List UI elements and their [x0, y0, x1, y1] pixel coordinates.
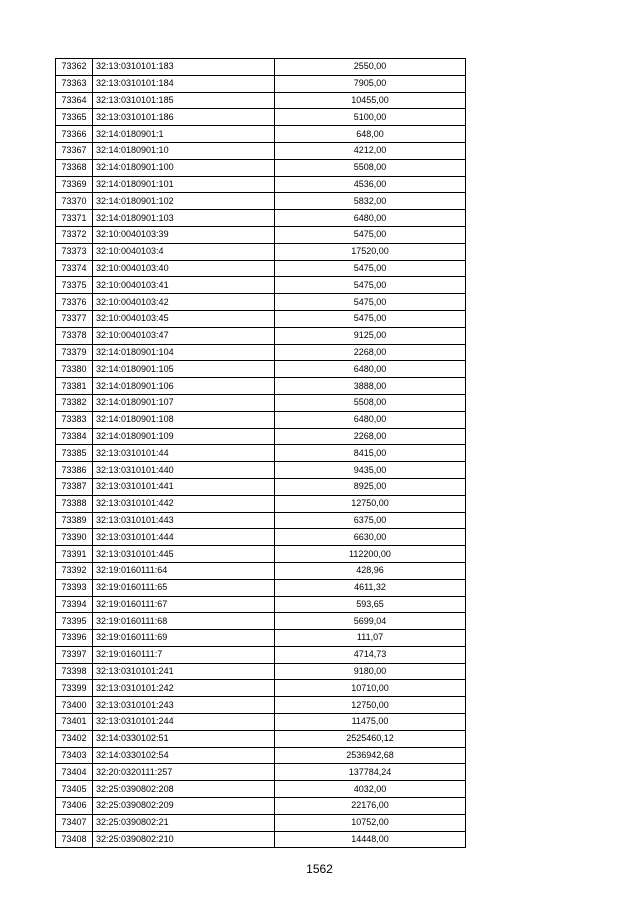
value-cell: 5475,00 [275, 226, 466, 243]
row-number-cell: 73392 [56, 562, 93, 579]
table-row [56, 344, 466, 361]
table-row [56, 462, 466, 479]
value-cell: 5699,04 [275, 613, 466, 630]
row-number-cell: 73386 [56, 462, 93, 479]
row-number-cell: 73390 [56, 529, 93, 546]
row-number-cell: 73401 [56, 714, 93, 731]
cadastral-number-cell: 32:25:0390802:21 [93, 814, 275, 831]
row-number-cell: 73379 [56, 344, 93, 361]
row-number-cell: 73395 [56, 613, 93, 630]
table-row [56, 680, 466, 697]
table-row [56, 327, 466, 344]
row-number-cell: 73365 [56, 109, 93, 126]
cadastral-number-cell: 32:14:0180901:108 [93, 411, 275, 428]
value-cell: 9435,00 [275, 462, 466, 479]
value-cell: 22176,00 [275, 798, 466, 815]
cadastral-number-cell: 32:13:0310101:441 [93, 478, 275, 495]
row-number-cell: 73373 [56, 243, 93, 260]
row-number-cell: 73391 [56, 546, 93, 563]
row-number-cell: 73362 [56, 59, 93, 76]
row-number-cell: 73397 [56, 646, 93, 663]
cadastral-number-cell: 32:19:0160111:64 [93, 562, 275, 579]
cadastral-number-cell: 32:19:0160111:68 [93, 613, 275, 630]
cadastral-number-cell: 32:10:0040103:41 [93, 277, 275, 294]
table-row [56, 142, 466, 159]
cadastral-value-table [55, 58, 466, 848]
row-number-cell: 73367 [56, 142, 93, 159]
cadastral-number-cell: 32:13:0310101:443 [93, 512, 275, 529]
table-row [56, 546, 466, 563]
table-row [56, 176, 466, 193]
row-number-cell: 73396 [56, 630, 93, 647]
row-number-cell: 73393 [56, 579, 93, 596]
table-row [56, 562, 466, 579]
table-row [56, 781, 466, 798]
value-cell: 11475,00 [275, 714, 466, 731]
cadastral-number-cell: 32:25:0390802:208 [93, 781, 275, 798]
value-cell: 2525460,12 [275, 730, 466, 747]
table-row [56, 92, 466, 109]
cadastral-number-cell: 32:10:0040103:39 [93, 226, 275, 243]
value-cell: 6375,00 [275, 512, 466, 529]
row-number-cell: 73398 [56, 663, 93, 680]
value-cell: 4611,32 [275, 579, 466, 596]
row-number-cell: 73406 [56, 798, 93, 815]
cadastral-number-cell: 32:13:0310101:186 [93, 109, 275, 126]
cadastral-number-cell: 32:10:0040103:45 [93, 310, 275, 327]
row-number-cell: 73408 [56, 831, 93, 848]
cadastral-number-cell: 32:14:0180901:103 [93, 210, 275, 227]
cadastral-number-cell: 32:14:0180901:106 [93, 378, 275, 395]
row-number-cell: 73384 [56, 428, 93, 445]
cadastral-number-cell: 32:14:0180901:102 [93, 193, 275, 210]
table-row [56, 394, 466, 411]
value-cell: 593,65 [275, 596, 466, 613]
row-number-cell: 73377 [56, 310, 93, 327]
cadastral-number-cell: 32:13:0310101:442 [93, 495, 275, 512]
row-number-cell: 73380 [56, 361, 93, 378]
table-row [56, 630, 466, 647]
table-row [56, 747, 466, 764]
cadastral-number-cell: 32:19:0160111:67 [93, 596, 275, 613]
table-row [56, 495, 466, 512]
table-row [56, 243, 466, 260]
row-number-cell: 73383 [56, 411, 93, 428]
row-number-cell: 73372 [56, 226, 93, 243]
row-number-cell: 73407 [56, 814, 93, 831]
table-row [56, 714, 466, 731]
row-number-cell: 73371 [56, 210, 93, 227]
value-cell: 137784,24 [275, 764, 466, 781]
row-number-cell: 73368 [56, 159, 93, 176]
cadastral-number-cell: 32:14:0330102:51 [93, 730, 275, 747]
value-cell: 648,00 [275, 126, 466, 143]
value-cell: 111,07 [275, 630, 466, 647]
table-row [56, 663, 466, 680]
table-row [56, 109, 466, 126]
table-row [56, 579, 466, 596]
value-cell: 4714,73 [275, 646, 466, 663]
row-number-cell: 73402 [56, 730, 93, 747]
row-number-cell: 73376 [56, 294, 93, 311]
cadastral-number-cell: 32:14:0180901:101 [93, 176, 275, 193]
value-cell: 14448,00 [275, 831, 466, 848]
value-cell: 2268,00 [275, 428, 466, 445]
value-cell: 5475,00 [275, 277, 466, 294]
cadastral-number-cell: 32:13:0310101:244 [93, 714, 275, 731]
cadastral-number-cell: 32:14:0180901:109 [93, 428, 275, 445]
cadastral-number-cell: 32:13:0310101:243 [93, 697, 275, 714]
value-cell: 6480,00 [275, 411, 466, 428]
table-row [56, 361, 466, 378]
value-cell: 5475,00 [275, 310, 466, 327]
table-row [56, 512, 466, 529]
table-row [56, 75, 466, 92]
cadastral-number-cell: 32:14:0180901:105 [93, 361, 275, 378]
value-cell: 3888,00 [275, 378, 466, 395]
value-cell: 5508,00 [275, 159, 466, 176]
table-row [56, 478, 466, 495]
table-row [56, 226, 466, 243]
value-cell: 5475,00 [275, 294, 466, 311]
row-number-cell: 73364 [56, 92, 93, 109]
cadastral-number-cell: 32:14:0180901:104 [93, 344, 275, 361]
row-number-cell: 73394 [56, 596, 93, 613]
cadastral-number-cell: 32:19:0160111:69 [93, 630, 275, 647]
page-number: 1562 [306, 862, 333, 876]
row-number-cell: 73370 [56, 193, 93, 210]
value-cell: 4536,00 [275, 176, 466, 193]
row-number-cell: 73382 [56, 394, 93, 411]
row-number-cell: 73388 [56, 495, 93, 512]
cadastral-number-cell: 32:20:0320111:257 [93, 764, 275, 781]
cadastral-number-cell: 32:13:0310101:444 [93, 529, 275, 546]
cadastral-number-cell: 32:13:0310101:440 [93, 462, 275, 479]
value-cell: 2550,00 [275, 59, 466, 76]
value-cell: 7905,00 [275, 75, 466, 92]
cadastral-number-cell: 32:14:0330102:54 [93, 747, 275, 764]
row-number-cell: 73381 [56, 378, 93, 395]
table-row [56, 730, 466, 747]
row-number-cell: 73400 [56, 697, 93, 714]
cadastral-number-cell: 32:10:0040103:4 [93, 243, 275, 260]
row-number-cell: 73387 [56, 478, 93, 495]
table-row [56, 697, 466, 714]
cadastral-number-cell: 32:14:0180901:10 [93, 142, 275, 159]
table-body [56, 59, 466, 848]
cadastral-number-cell: 32:13:0310101:183 [93, 59, 275, 76]
cadastral-number-cell: 32:10:0040103:47 [93, 327, 275, 344]
table-row [56, 798, 466, 815]
cadastral-number-cell: 32:13:0310101:242 [93, 680, 275, 697]
table-row [56, 764, 466, 781]
value-cell: 5832,00 [275, 193, 466, 210]
table-row [56, 529, 466, 546]
row-number-cell: 73405 [56, 781, 93, 798]
table-row [56, 193, 466, 210]
cadastral-number-cell: 32:25:0390802:209 [93, 798, 275, 815]
table-row [56, 814, 466, 831]
row-number-cell: 73375 [56, 277, 93, 294]
cadastral-number-cell: 32:13:0310101:184 [93, 75, 275, 92]
cadastral-number-cell: 32:13:0310101:44 [93, 445, 275, 462]
value-cell: 5100,00 [275, 109, 466, 126]
value-cell: 8925,00 [275, 478, 466, 495]
table-row [56, 378, 466, 395]
value-cell: 10752,00 [275, 814, 466, 831]
row-number-cell: 73389 [56, 512, 93, 529]
table-row [56, 646, 466, 663]
cadastral-number-cell: 32:19:0160111:7 [93, 646, 275, 663]
table-row [56, 428, 466, 445]
value-cell: 6480,00 [275, 210, 466, 227]
value-cell: 4032,00 [275, 781, 466, 798]
table-row [56, 445, 466, 462]
table-row [56, 59, 466, 76]
row-number-cell: 73374 [56, 260, 93, 277]
row-number-cell: 73385 [56, 445, 93, 462]
value-cell: 6630,00 [275, 529, 466, 546]
value-cell: 9180,00 [275, 663, 466, 680]
value-cell: 12750,00 [275, 697, 466, 714]
value-cell: 112200,00 [275, 546, 466, 563]
value-cell: 2268,00 [275, 344, 466, 361]
row-number-cell: 73366 [56, 126, 93, 143]
value-cell: 428,96 [275, 562, 466, 579]
row-number-cell: 73404 [56, 764, 93, 781]
table-row [56, 613, 466, 630]
cadastral-number-cell: 32:14:0180901:1 [93, 126, 275, 143]
table-row [56, 411, 466, 428]
table-row [56, 210, 466, 227]
cadastral-number-cell: 32:19:0160111:65 [93, 579, 275, 596]
value-cell: 10455,00 [275, 92, 466, 109]
cadastral-number-cell: 32:13:0310101:241 [93, 663, 275, 680]
cadastral-number-cell: 32:14:0180901:107 [93, 394, 275, 411]
table-row [56, 831, 466, 848]
cadastral-number-cell: 32:14:0180901:100 [93, 159, 275, 176]
value-cell: 4212,00 [275, 142, 466, 159]
value-cell: 12750,00 [275, 495, 466, 512]
table-row [56, 260, 466, 277]
table-row [56, 126, 466, 143]
table-row [56, 294, 466, 311]
row-number-cell: 73399 [56, 680, 93, 697]
table-row [56, 277, 466, 294]
cadastral-number-cell: 32:13:0310101:445 [93, 546, 275, 563]
value-cell: 10710,00 [275, 680, 466, 697]
value-cell: 5475,00 [275, 260, 466, 277]
value-cell: 9125,00 [275, 327, 466, 344]
cadastral-number-cell: 32:13:0310101:185 [93, 92, 275, 109]
cadastral-number-cell: 32:25:0390802:210 [93, 831, 275, 848]
table-row [56, 596, 466, 613]
table-row [56, 310, 466, 327]
row-number-cell: 73403 [56, 747, 93, 764]
cadastral-number-cell: 32:10:0040103:40 [93, 260, 275, 277]
cadastral-number-cell: 32:10:0040103:42 [93, 294, 275, 311]
value-cell: 6480,00 [275, 361, 466, 378]
row-number-cell: 73378 [56, 327, 93, 344]
row-number-cell: 73363 [56, 75, 93, 92]
value-cell: 2536942,68 [275, 747, 466, 764]
value-cell: 5508,00 [275, 394, 466, 411]
value-cell: 17520,00 [275, 243, 466, 260]
table-row [56, 159, 466, 176]
value-cell: 8415,00 [275, 445, 466, 462]
row-number-cell: 73369 [56, 176, 93, 193]
